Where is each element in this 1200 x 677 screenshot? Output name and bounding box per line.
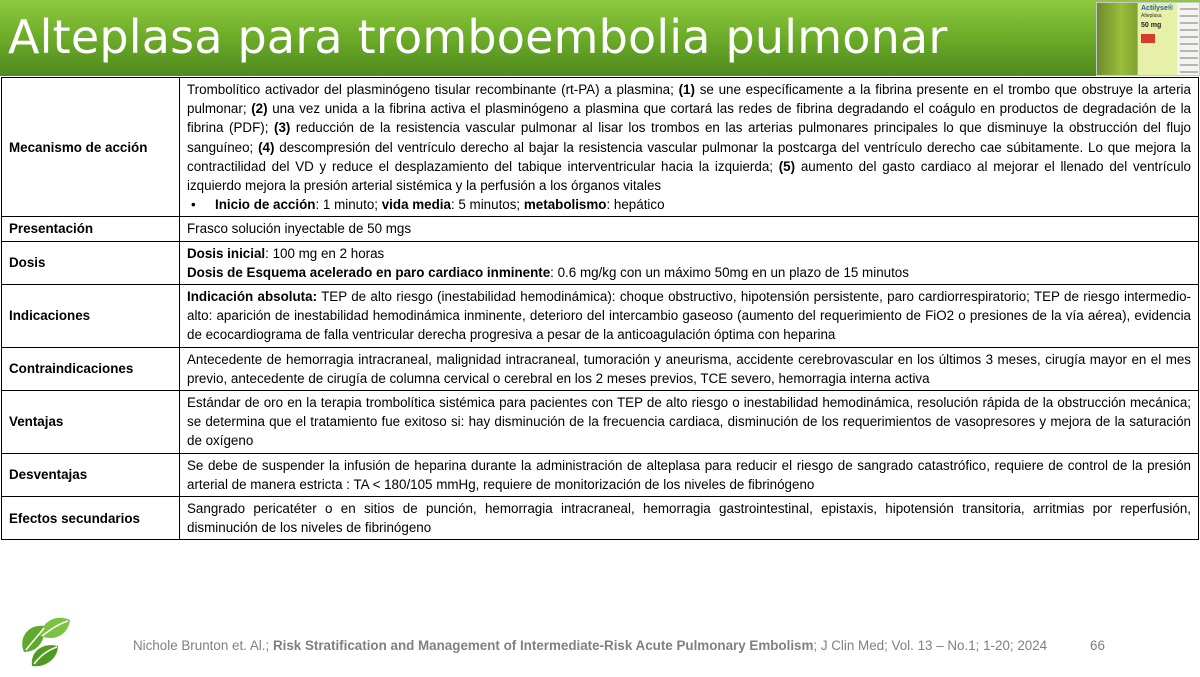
table-row-efectos-secundarios: [2, 497, 1199, 540]
row-content: [180, 285, 1199, 348]
row-content: [180, 453, 1199, 496]
row-content: [180, 497, 1199, 540]
citation-article-title: Risk Stratification and Management of Intermediate-Risk Acute Pulmonary Embolism: [272, 638, 814, 653]
text-run: : 100 mg en 2 horas: [265, 245, 385, 261]
footer-citation: [133, 638, 1047, 653]
bold-text-run: vida media: [381, 197, 451, 213]
drug-subtitle: Alteplasa: [1141, 13, 1162, 19]
row-label: Contraindicaciones: [2, 347, 180, 390]
bold-text-run: (4): [258, 139, 275, 155]
text-run: : 1 minuto;: [315, 197, 382, 213]
row-paragraph: [187, 393, 1191, 451]
text-run: Antecedente de hemorragia intracraneal, malignidad intracraneal, tumoración y aneurisma, accidente cerebrovascular en los últimos 3 meses, cirugía mayor en el mes previo, antecedente de cirugía de columna cervical o cerebral en los 2 meses previos, TCE severo, hemorragia interna activa: [187, 351, 1191, 386]
table-row-ventajas: [2, 391, 1199, 454]
bold-text-run: (5): [778, 158, 796, 174]
drug-box-image: [1096, 2, 1200, 76]
drug-dose: 50 mg: [1141, 22, 1162, 29]
row-paragraph: [187, 499, 1191, 537]
text-run: Frasco solución inyectable de 50 mgs: [187, 221, 412, 237]
row-paragraph: [187, 287, 1191, 345]
drug-box-red-mark: [1141, 34, 1155, 43]
bold-text-run: Dosis de Esquema acelerado en paro cardiaco inminente: [187, 264, 551, 280]
row-content: [180, 347, 1199, 390]
bullet-dot-icon: •: [191, 197, 196, 213]
table-row-presentacion: [2, 217, 1199, 241]
bold-text-run: (1): [678, 82, 695, 97]
text-run: Trombolítico activador del plasminógeno tisular recombinante (rt-PA) a plasmina;: [187, 82, 679, 97]
row-label: Indicaciones: [2, 285, 180, 348]
drug-box-side-text: [1177, 3, 1200, 76]
slide-title: Alteplasa para tromboembolia pulmonar: [8, 10, 948, 64]
title-bar: [0, 0, 1200, 76]
leaf-logo-icon: [16, 612, 74, 670]
row-paragraph: [187, 219, 1191, 238]
text-run: descompresión del ventrículo derecho al bajar la resistencia vascular pulmonar la postcarga del ventrículo derecho cae súbitamente. Lo que mejora la contractilidad del VD y reduce el desplazamiento del tabique interventricular hacia la izquierda;: [187, 139, 1191, 174]
row-label: Presentación: [2, 217, 180, 241]
bold-text-run: metabolismo: [523, 197, 607, 213]
text-run: : hepático: [606, 197, 665, 213]
text-run: : 0.6 mg/kg con un máximo 50mg en un plazo de 15 minutos: [550, 264, 909, 280]
row-content: [180, 78, 1199, 217]
table-row-dosis: [2, 241, 1199, 284]
row-content: [180, 217, 1199, 241]
row-content: [180, 241, 1199, 284]
text-run: una vez unida a la fibrina activa el plasminógeno a plasmina que cortará las redes de fibrina degradando el coágulo en productos de degradación de la fibrina (PDF);: [187, 101, 1192, 136]
bullet-item: [187, 195, 1191, 214]
text-run: Sangrado pericatéter o en sitios de punción, hemorragia intracraneal, hemorragia gastrointestinal, epistaxis, hipotensión transitoria, arritmias por reperfusión, disminución de los niveles de fibrinógeno: [187, 501, 1191, 536]
row-line: [187, 263, 1191, 282]
bold-text-run: (3): [274, 120, 291, 136]
drug-brand: Actilyse®: [1141, 5, 1174, 12]
text-run: reducción de la resistencia vascular pulmonar al lisar los trombos en las arterias pulmonares principales lo que disminuye la obstrucción del flujo sanguíneo;: [187, 120, 1191, 155]
drug-box-lid: [1097, 3, 1137, 76]
text-run: Se debe de suspender la infusión de heparina durante la administración de alteplasa para reducir el riesgo de sangrado catastrófico, requiere de control de la presión arterial de manera estricta : TA < 180/105 mmHg, requiere de monitorización de los niveles de fibrinógeno: [187, 457, 1191, 492]
text-run: aumento del gasto cardiaco al mejorar el llenado del ventrículo izquierdo mejora la presión arterial sistémica y la perfusión a los órganos vitales: [187, 158, 1191, 194]
row-content: [180, 391, 1199, 454]
row-paragraph: [187, 80, 1191, 195]
row-label: Desventajas: [2, 453, 180, 496]
row-label: Efectos secundarios: [2, 497, 180, 540]
page-number: 66: [1090, 638, 1105, 653]
bold-text-run: Inicio de acción: [215, 197, 316, 213]
citation-journal: ; J Clin Med; Vol. 13 – No.1; 1-20; 2024: [813, 638, 1048, 653]
table-row-indicaciones: [2, 285, 1199, 348]
table-row-contraindicaciones: [2, 347, 1199, 390]
table-row-mecanismo: [2, 78, 1199, 217]
text-run: : 5 minutos;: [450, 197, 524, 213]
text-run: Estándar de oro en la terapia trombolítica sistémica para pacientes con TEP de alto riesgo o inestabilidad hemodinámica, resolución rápida de la obstrucción mecánica; se determina que el tratamiento fue exitoso si: hay disminución de la frecuencia cardiaca, disminución de los requerimientos de vasopresores y mejora de la saturación de oxígeno: [187, 395, 1191, 449]
row-paragraph: [187, 350, 1191, 388]
row-line: [187, 244, 1191, 263]
citation-authors: Nichole Brunton et. Al.;: [133, 638, 273, 653]
row-label: Dosis: [2, 241, 180, 284]
info-table: [1, 77, 1199, 540]
row-label: Mecanismo de acción: [2, 78, 180, 217]
bold-text-run: Dosis inicial: [187, 245, 266, 261]
bold-text-run: Indicación absoluta:: [187, 289, 318, 305]
row-label: Ventajas: [2, 391, 180, 454]
text-run: se une específicamente a la fibrina presente en el trombo que obstruye la arteria pulmonar;: [187, 82, 1191, 117]
row-paragraph: [187, 456, 1191, 494]
text-run: TEP de alto riesgo (inestabilidad hemodinámica): choque obstructivo, hipotensión persistente, paro cardiorrespiratorio; TEP de riesgo intermedio-alto: aparición de inestabilidad hemodinámica inminente, deterioro del intercambio gaseoso (aumento del requerimiento de FiO2 o presiones de la vía aérea), evidencia de ecocardiograma de falla ventricular derecha progresiva a pesar de la anticoagulación óptima con heparina: [187, 289, 1191, 343]
bold-text-run: (2): [251, 101, 268, 117]
bullet-text: [215, 195, 665, 214]
table-row-desventajas: [2, 453, 1199, 496]
drug-box-label: [1137, 3, 1177, 76]
